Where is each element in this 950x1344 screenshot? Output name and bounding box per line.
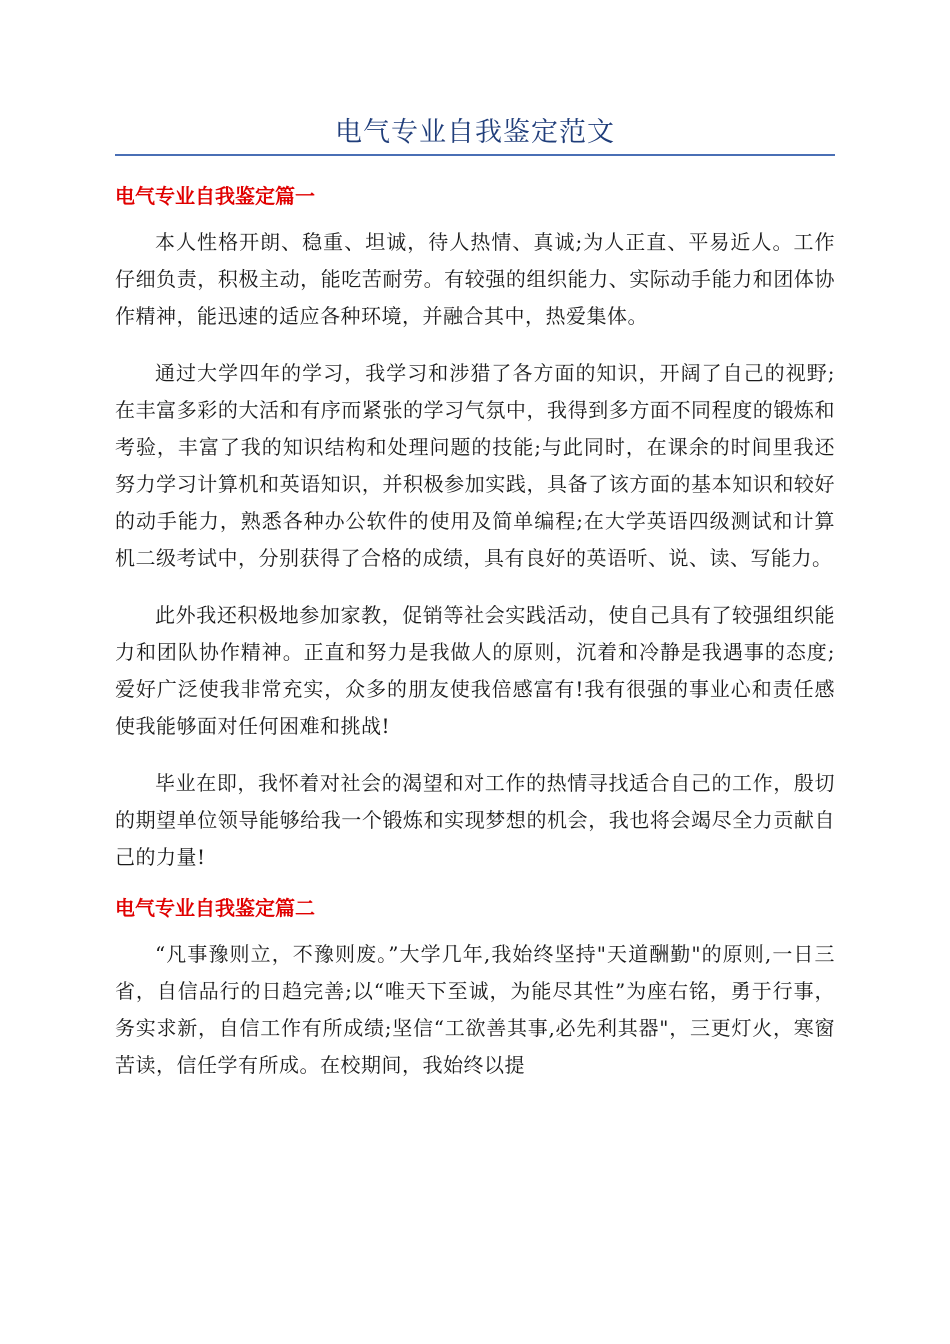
section-one [115,178,835,876]
title-underline [115,154,835,156]
section-heading: 电气专业自我鉴定篇二 [115,896,315,920]
paragraph: 此外我还积极地参加家教，促销等社会实践活动，使自己具有了较强组织能力和团队协作精神。正直和努力是我做人的原则，沉着和冷静是我遇事的态度;爱好广泛使我非常充实，众多的朋友使我倍感富有!我有很强的事业心和责任感使我能够面对任何困难和挑战! [115,603,835,738]
section-two [115,890,835,1084]
section-heading: 电气专业自我鉴定篇一 [115,184,315,208]
paragraph: 本人性格开朗、稳重、坦诚，待人热情、真诚;为人正直、平易近人。工作仔细负责，积极主动，能吃苦耐劳。有较强的组织能力、实际动手能力和团体协作精神，能迅速的适应各种环境，并融合其中，热爱集体。 [115,230,835,328]
paragraph: “凡事豫则立，不豫则废。”大学几年,我始终坚持"天道酬勤"的原则,一日三省，自信品行的日趋完善;以“唯天下至诚，为能尽其性”为座右铭，勇于行事，务实求新，自信工作有所成绩;坚信“工欲善其事,必先利其器"，三更灯火，寒窗苦读，信任学有所成。在校期间，我始终以提 [115,942,835,1077]
paragraph: 毕业在即，我怀着对社会的渴望和对工作的热情寻找适合自己的工作，殷切的期望单位领导能够给我一个锻炼和实现梦想的机会，我也将会竭尽全力贡献自己的力量! [115,771,835,869]
document-body [115,178,835,1104]
paragraph: 通过大学四年的学习，我学习和涉猎了各方面的知识，开阔了自己的视野;在丰富多彩的大活和有序而紧张的学习气氛中，我得到多方面不同程度的锻炼和考验，丰富了我的知识结构和处理问题的技能;与此同时，在课余的时间里我还努力学习计算机和英语知识，并积极参加实践，具备了该方面的基本知识和较好的动手能力，熟悉各种办公软件的使用及简单编程;在大学英语四级测试和计算机二级考试中，分别获得了合格的成绩，具有良好的英语听、说、读、写能力。 [115,361,835,570]
document-title: 电气专业自我鉴定范文 [335,117,615,148]
